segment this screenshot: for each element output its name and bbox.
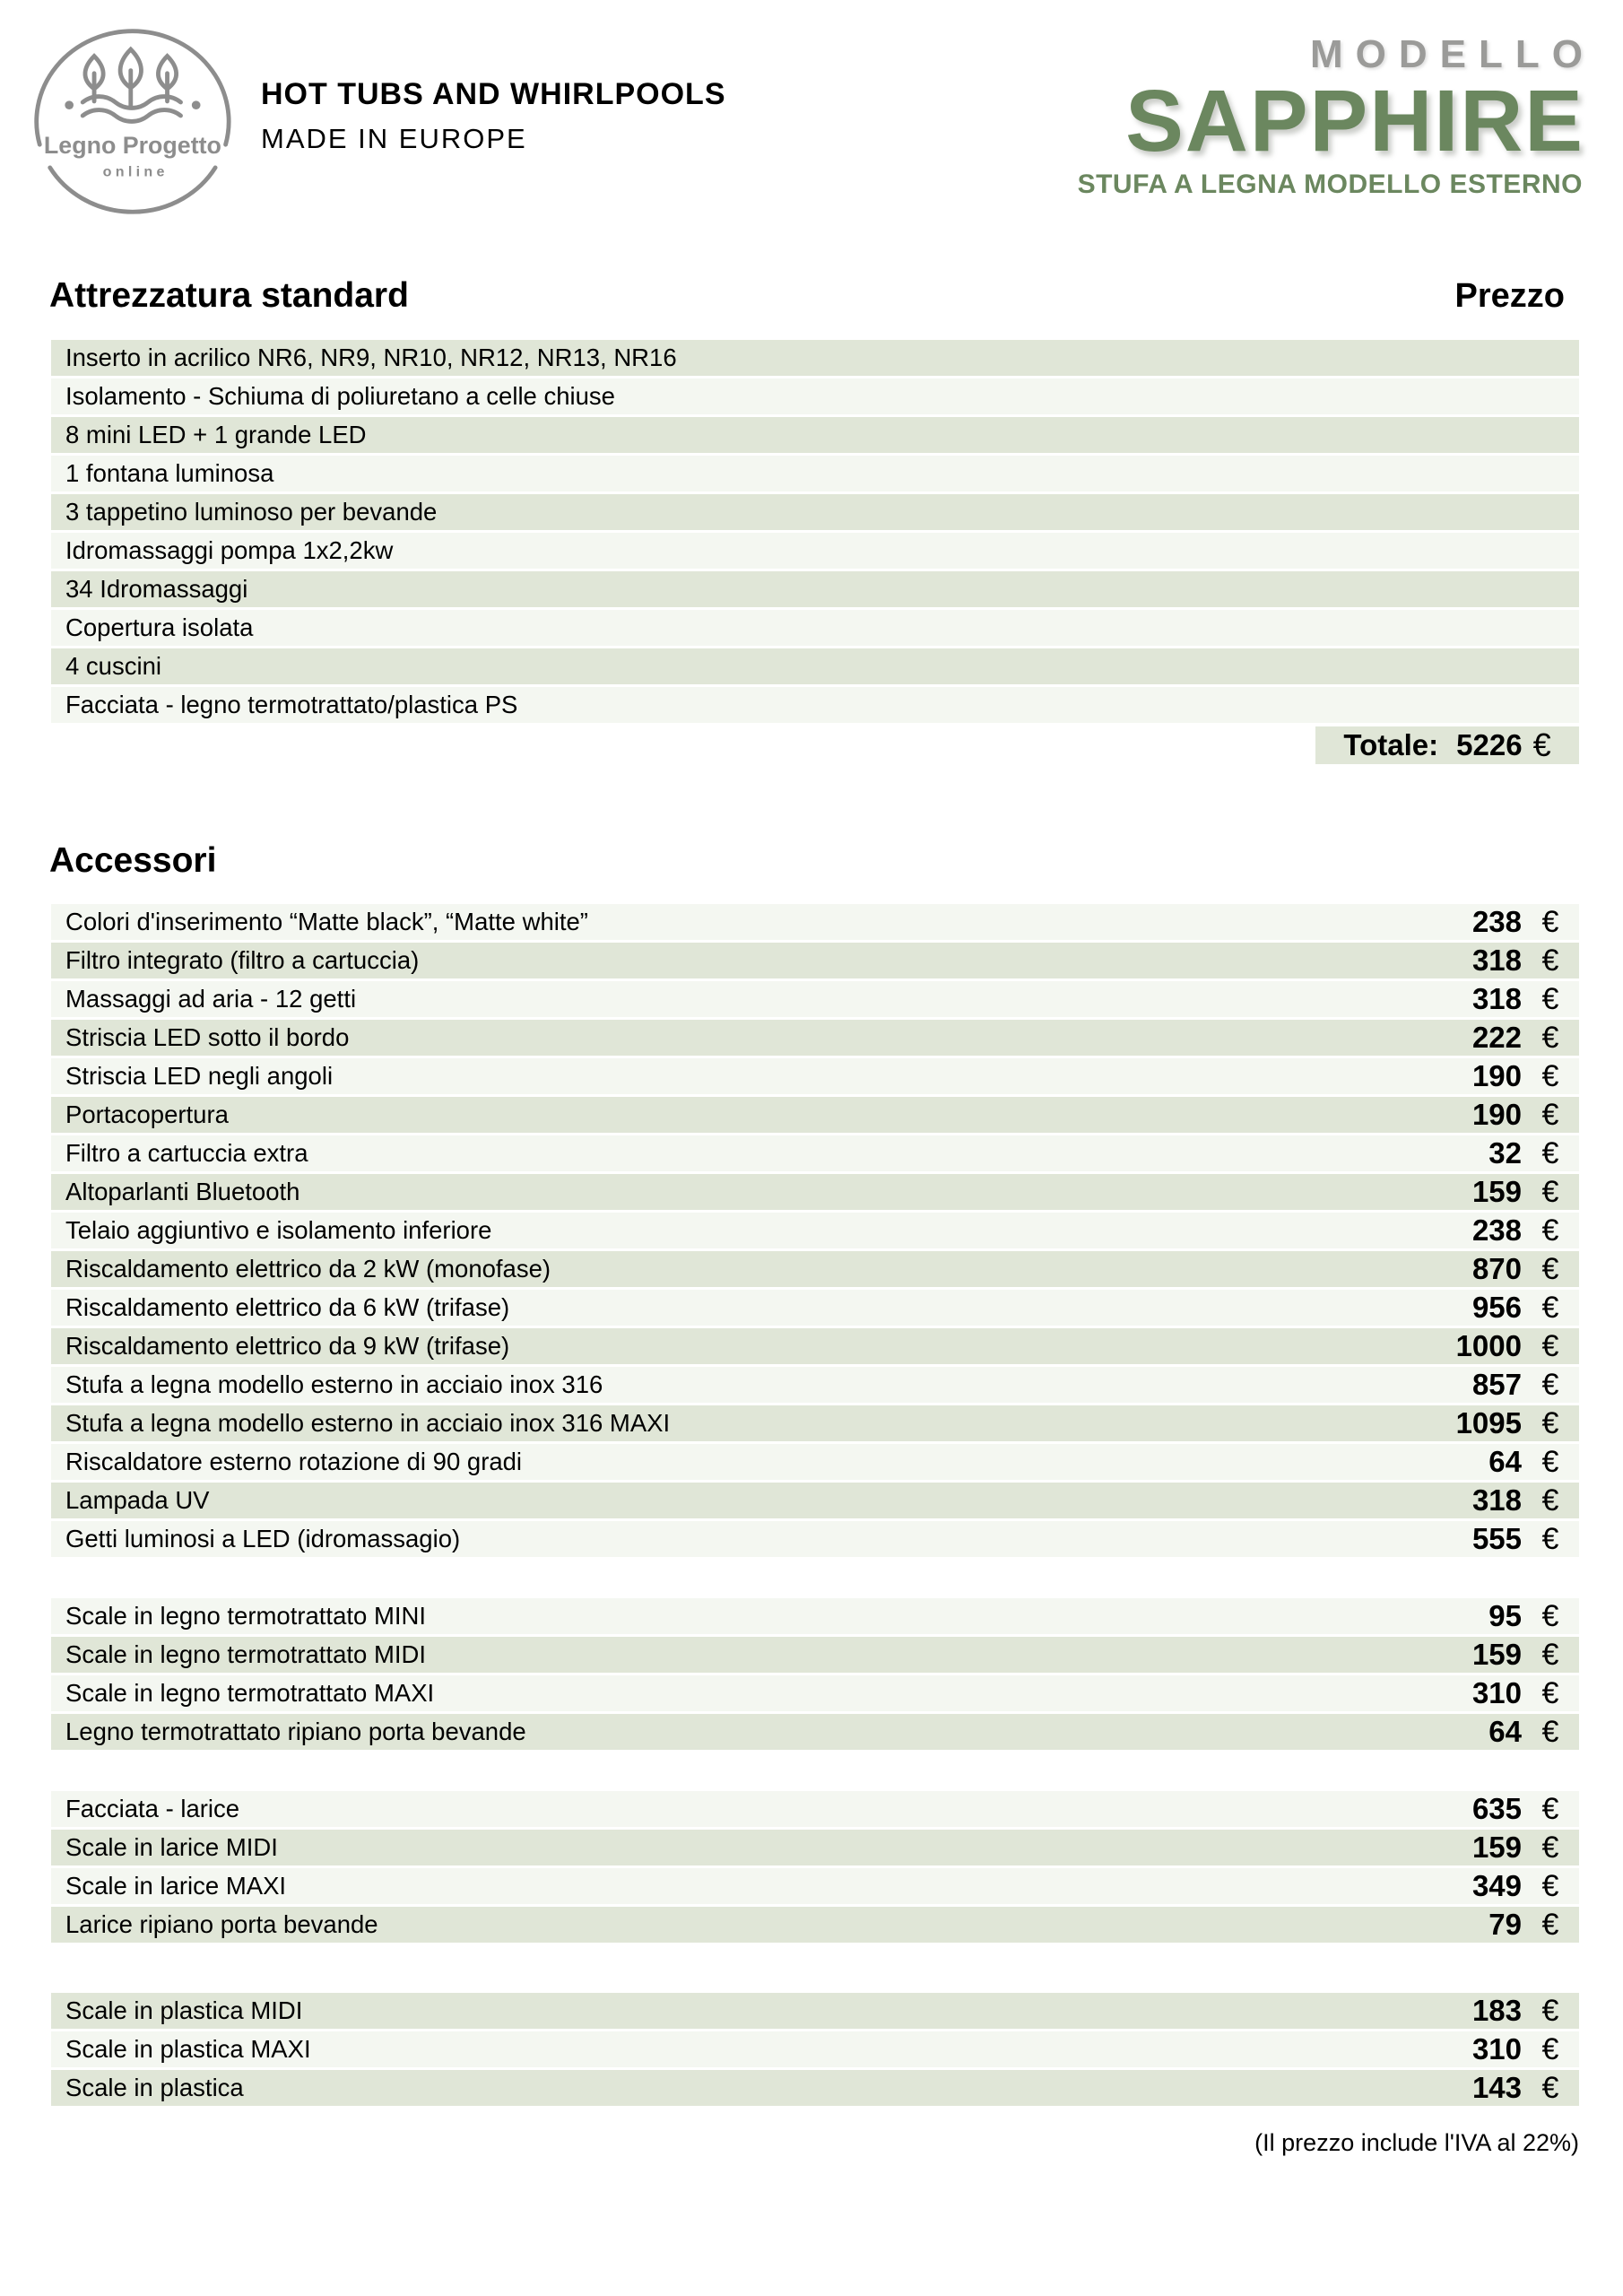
accessories-title: Accessori — [49, 841, 217, 880]
company-logo — [22, 9, 246, 222]
item-label: Getti luminosi a LED (idromassagio) — [65, 1525, 461, 1552]
item-label: Lampada UV — [65, 1486, 210, 1514]
item-price: 159 — [1471, 1831, 1522, 1864]
brand-tagline: HOT TUBS AND WHIRLPOOLS — [261, 77, 726, 111]
item-price: 555 — [1471, 1522, 1522, 1555]
accessories-group-4 — [51, 1993, 1579, 2106]
table-row — [51, 1367, 1579, 1403]
table-row — [51, 1830, 1579, 1866]
logo-dot-left — [65, 100, 74, 109]
item-price: 635 — [1471, 1792, 1522, 1825]
euro-sign: € — [1541, 1174, 1559, 1209]
item-price: 64 — [1488, 1715, 1522, 1748]
item-price: 318 — [1471, 1483, 1522, 1517]
item-label: Filtro a cartuccia extra — [65, 1139, 308, 1167]
euro-sign: € — [1541, 1405, 1559, 1440]
item-price: 190 — [1471, 1098, 1522, 1131]
item-label: 34 Idromassaggi — [65, 575, 248, 603]
price-column-header: Prezzo — [1454, 277, 1565, 315]
item-label: Riscaldamento elettrico da 6 kW (trifase) — [65, 1293, 510, 1321]
item-label: Scale in legno termotrattato MINI — [65, 1602, 426, 1630]
model-block — [1077, 32, 1595, 200]
euro-sign: € — [1541, 1598, 1559, 1633]
table-row — [51, 2031, 1579, 2067]
table-row — [51, 687, 1579, 723]
euro-sign: € — [1541, 1791, 1559, 1826]
table-row — [51, 456, 1579, 491]
total-box — [1315, 726, 1579, 764]
table-row — [51, 1521, 1579, 1557]
table-row — [51, 648, 1579, 684]
item-price: 310 — [1471, 1676, 1522, 1709]
item-label: Striscia LED sotto il bordo — [65, 1023, 350, 1051]
item-label: 1 fontana luminosa — [65, 459, 274, 487]
total-value: 5226 — [1456, 728, 1523, 761]
item-price: 318 — [1471, 944, 1522, 977]
table-row — [51, 1213, 1579, 1248]
item-price: 1095 — [1455, 1406, 1522, 1439]
item-label: Inserto in acrilico NR6, NR9, NR10, NR12, NR13, NR16 — [65, 344, 677, 371]
brand-text-block — [261, 77, 726, 155]
table-row — [51, 417, 1579, 453]
item-label: Massaggi ad aria - 12 getti — [65, 985, 357, 1013]
item-label: Stufa a legna modello esterno in acciaio inox 316 MAXI — [65, 1409, 671, 1437]
item-price: 956 — [1471, 1291, 1522, 1324]
item-label: Isolamento - Schiuma di poliuretano a celle chiuse — [65, 382, 615, 410]
model-name: SAPPHIRE — [1125, 72, 1584, 170]
item-price: 310 — [1471, 2032, 1522, 2066]
table-row — [51, 610, 1579, 646]
table-row — [51, 533, 1579, 569]
table-row — [51, 1290, 1579, 1326]
accessories-group-2 — [51, 1598, 1579, 1750]
euro-sign: € — [1541, 1993, 1559, 2028]
standard-title: Attrezzatura standard — [49, 276, 409, 315]
item-price: 32 — [1488, 1136, 1522, 1170]
item-label: Copertura isolata — [65, 613, 254, 641]
table-row — [51, 1328, 1579, 1364]
euro-sign: € — [1541, 1444, 1559, 1479]
euro-sign: € — [1541, 1637, 1559, 1672]
euro-sign: € — [1541, 1251, 1559, 1286]
model-label: MODELLO — [1310, 32, 1595, 76]
logo-online-text: online — [102, 163, 169, 180]
item-price: 159 — [1471, 1638, 1522, 1671]
euro-sign: € — [1541, 1483, 1559, 1518]
accessories-group-3 — [51, 1791, 1579, 1943]
euro-sign: € — [1541, 904, 1559, 939]
table-row — [51, 1791, 1579, 1827]
item-label: Larice ripiano porta bevande — [65, 1910, 378, 1938]
item-label: Portacopertura — [65, 1100, 229, 1128]
table-row — [51, 1483, 1579, 1518]
item-label: Legno termotrattato ripiano porta bevande — [65, 1718, 526, 1745]
item-price: 64 — [1488, 1445, 1522, 1478]
euro-sign: € — [1541, 1213, 1559, 1248]
standard-section-head — [49, 276, 1579, 316]
item-label: Stufa a legna modello esterno in acciaio inox 316 — [65, 1370, 603, 1398]
item-label: Riscaldamento elettrico da 9 kW (trifase) — [65, 1332, 510, 1360]
logo-dot-right — [192, 100, 201, 109]
item-label: Scale in plastica MIDI — [65, 1996, 303, 2024]
item-price: 857 — [1471, 1368, 1522, 1401]
table-row — [51, 1637, 1579, 1673]
item-price: 222 — [1471, 1021, 1522, 1054]
euro-sign: € — [1532, 726, 1551, 763]
item-label: Idromassaggi pompa 1x2,2kw — [65, 536, 394, 564]
accessories-group-1 — [51, 904, 1579, 1557]
item-price: 190 — [1471, 1059, 1522, 1092]
vat-footnote: (Il prezzo include l'IVA al 22%) — [1254, 2129, 1579, 2156]
table-row — [51, 904, 1579, 940]
euro-sign: € — [1541, 1097, 1559, 1132]
item-label: Scale in legno termotrattato MIDI — [65, 1640, 426, 1668]
table-row — [51, 1598, 1579, 1634]
brand-subtagline: MADE IN EUROPE — [261, 123, 527, 154]
item-label: Facciata - larice — [65, 1795, 240, 1822]
table-row — [51, 1405, 1579, 1441]
table-row — [51, 1058, 1579, 1094]
item-price: 159 — [1471, 1175, 1522, 1208]
item-price: 238 — [1471, 1213, 1522, 1247]
table-row — [51, 2070, 1579, 2106]
table-row — [51, 1135, 1579, 1171]
item-label: Striscia LED negli angoli — [65, 1062, 334, 1090]
euro-sign: € — [1541, 1367, 1559, 1402]
table-row — [51, 494, 1579, 530]
item-label: Scale in larice MAXI — [65, 1872, 287, 1900]
item-price: 143 — [1471, 2071, 1522, 2104]
euro-sign: € — [1541, 1290, 1559, 1325]
euro-sign: € — [1541, 1907, 1559, 1942]
item-label: Riscaldatore esterno rotazione di 90 gradi — [65, 1448, 523, 1475]
item-label: Filtro integrato (filtro a cartuccia) — [65, 946, 420, 974]
item-label: Scale in legno termotrattato MAXI — [65, 1679, 435, 1707]
item-label: Altoparlanti Bluetooth — [65, 1178, 300, 1205]
euro-sign: € — [1541, 1830, 1559, 1865]
standard-equipment-table — [51, 340, 1579, 723]
table-row — [51, 1868, 1579, 1904]
item-label: 3 tappetino luminoso per bevande — [65, 498, 438, 526]
euro-sign: € — [1541, 1714, 1559, 1749]
item-label: Scale in plastica MAXI — [65, 2035, 311, 2063]
table-row — [51, 1020, 1579, 1056]
table-row — [51, 1444, 1579, 1480]
total-label: Totale: — [1343, 728, 1439, 761]
item-price: 95 — [1488, 1599, 1522, 1632]
table-row — [51, 571, 1579, 607]
table-row — [51, 1097, 1579, 1133]
item-price: 349 — [1471, 1869, 1522, 1902]
item-price: 183 — [1471, 1994, 1522, 2027]
item-price: 318 — [1471, 982, 1522, 1015]
table-row — [51, 1251, 1579, 1287]
item-label: Facciata - legno termotrattato/plastica PS — [65, 691, 518, 718]
table-row — [51, 1174, 1579, 1210]
euro-sign: € — [1541, 2070, 1559, 2105]
table-row — [51, 340, 1579, 376]
tree-icon — [120, 49, 141, 106]
item-label: Riscaldamento elettrico da 2 kW (monofase) — [65, 1255, 551, 1283]
item-price: 1000 — [1455, 1329, 1522, 1362]
logo-brand-text: Legno Progetto — [43, 131, 221, 159]
euro-sign: € — [1541, 1135, 1559, 1170]
item-label: 4 cuscini — [65, 652, 161, 680]
page-header — [0, 0, 1623, 226]
euro-sign: € — [1541, 1020, 1559, 1055]
euro-sign: € — [1541, 943, 1559, 978]
euro-sign: € — [1541, 981, 1559, 1016]
item-label: Scale in larice MIDI — [65, 1833, 278, 1861]
euro-sign: € — [1541, 1868, 1559, 1903]
item-label: 8 mini LED + 1 grande LED — [65, 421, 367, 448]
table-row — [51, 943, 1579, 978]
table-row — [51, 378, 1579, 414]
total-row — [0, 726, 1579, 764]
item-price: 79 — [1488, 1908, 1522, 1941]
euro-sign: € — [1541, 1328, 1559, 1363]
item-label: Telaio aggiuntivo e isolamento inferiore — [65, 1216, 492, 1244]
table-row — [51, 1675, 1579, 1711]
table-row — [51, 1907, 1579, 1943]
item-price: 870 — [1471, 1252, 1522, 1285]
item-label: Scale in plastica — [65, 2074, 244, 2101]
euro-sign: € — [1541, 1521, 1559, 1556]
euro-sign: € — [1541, 1058, 1559, 1093]
table-row — [51, 1714, 1579, 1750]
euro-sign: € — [1541, 1675, 1559, 1710]
table-row — [51, 1993, 1579, 2029]
euro-sign: € — [1541, 2031, 1559, 2066]
item-label: Colori d'inserimento “Matte black”, “Matte white” — [65, 908, 588, 935]
item-price: 238 — [1471, 905, 1522, 938]
table-row — [51, 981, 1579, 1017]
model-subtitle: STUFA A LEGNA MODELLO ESTERNO — [1077, 169, 1583, 199]
